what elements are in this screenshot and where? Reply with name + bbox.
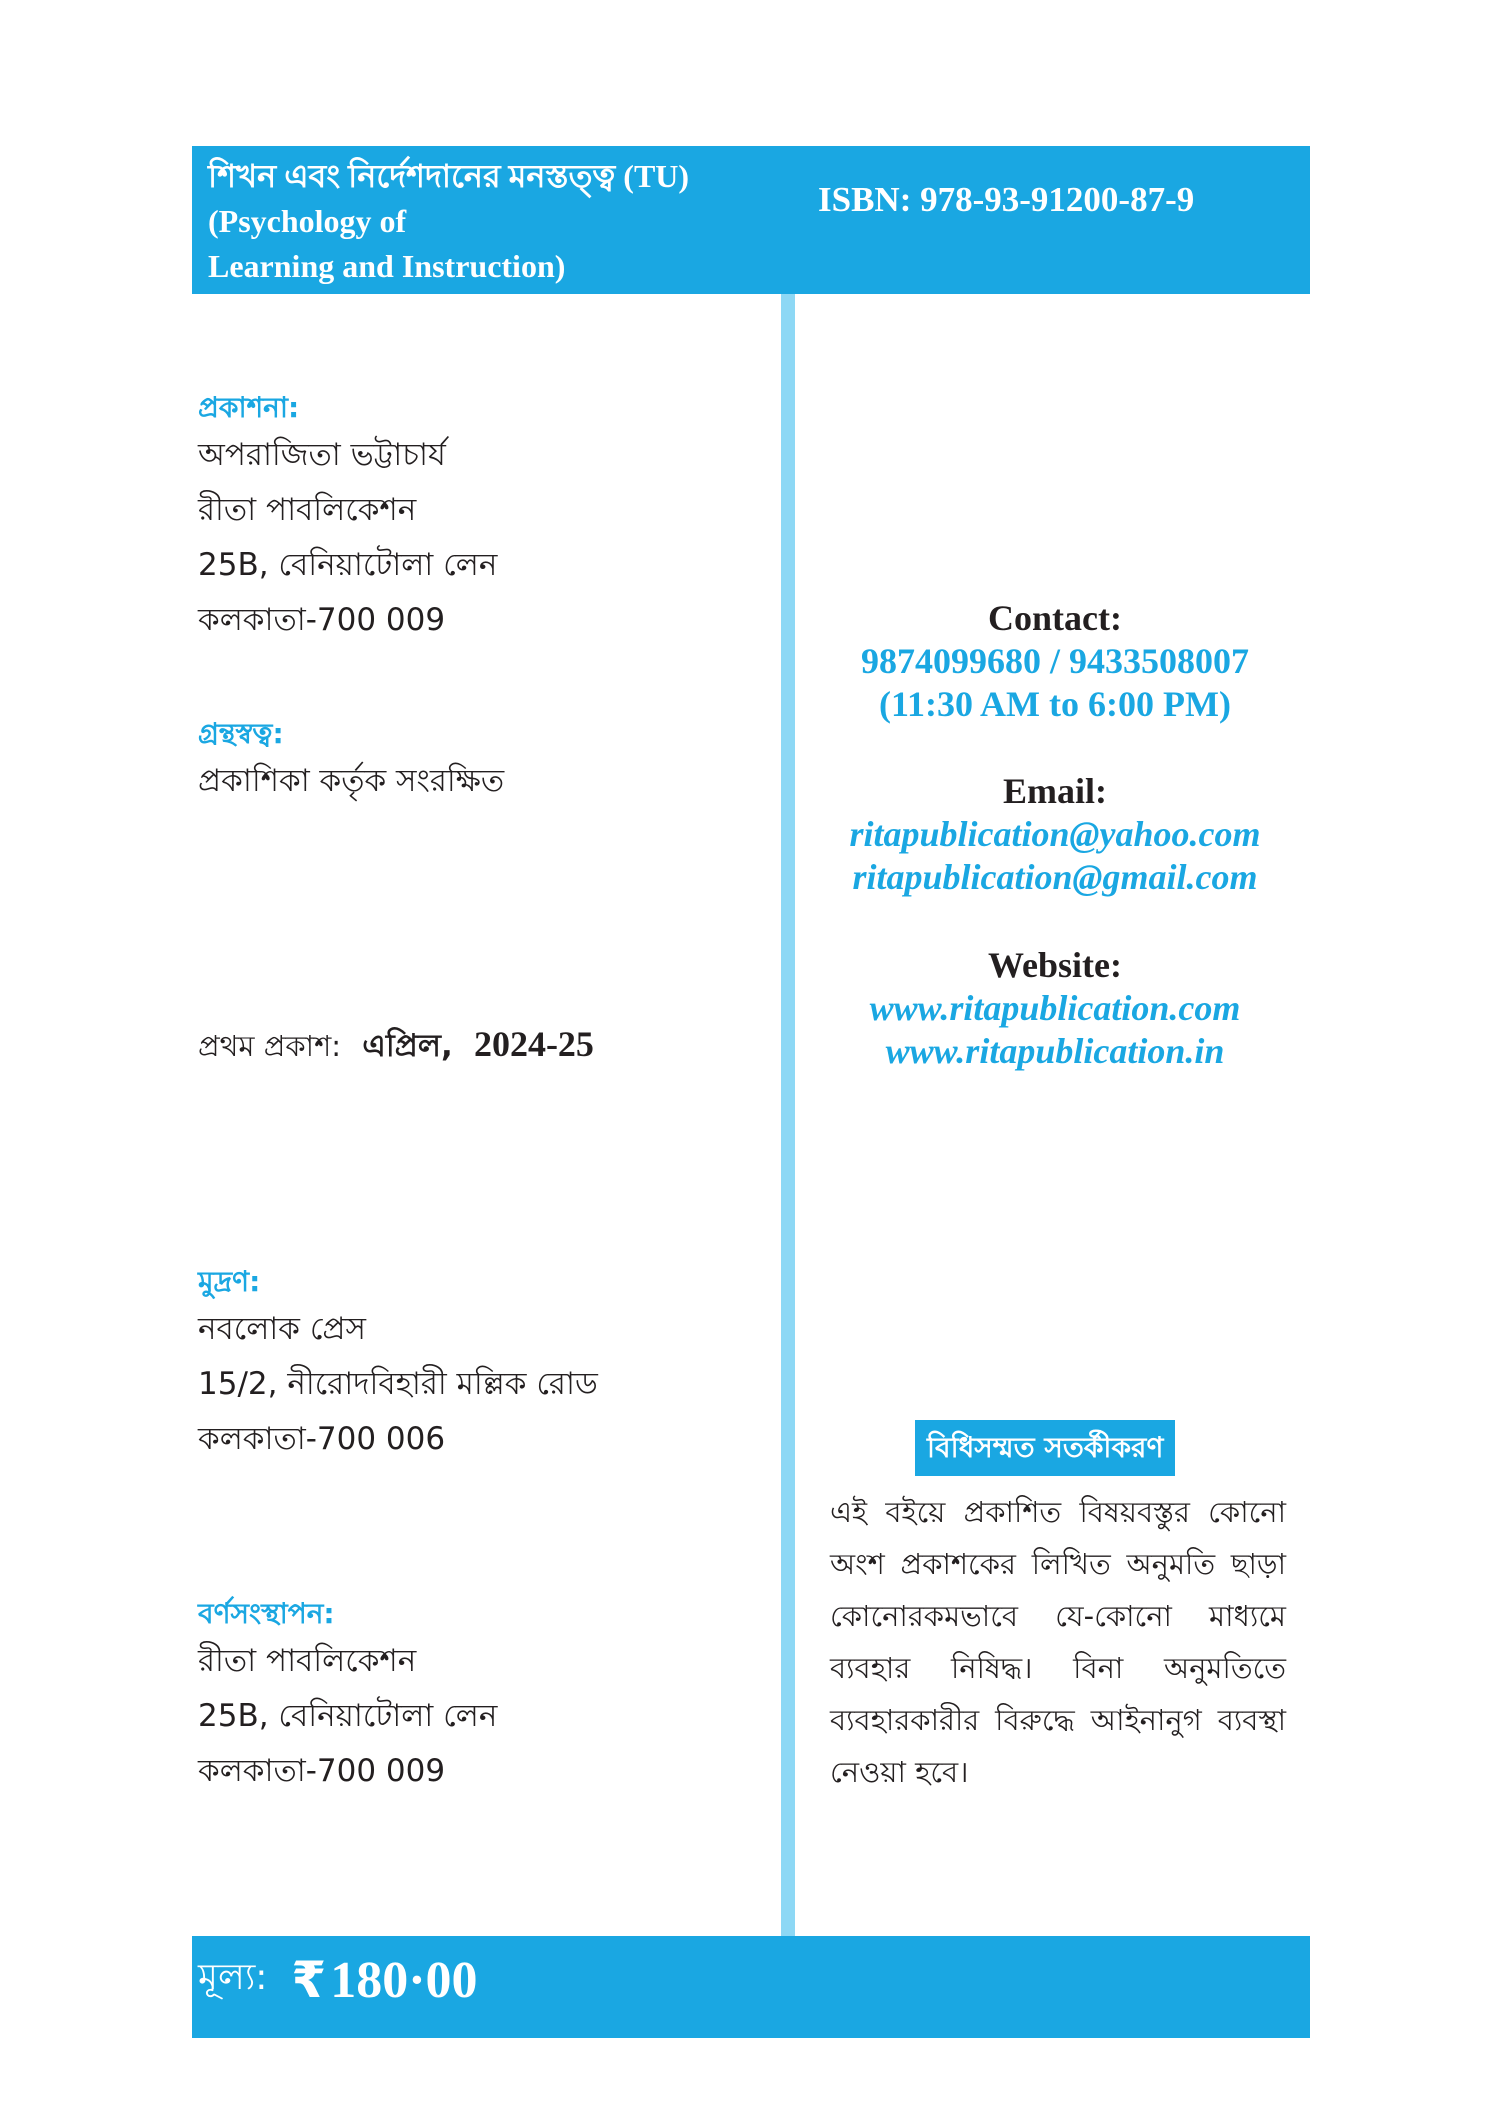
website-label: Website: xyxy=(988,945,1122,985)
price xyxy=(198,1950,478,2010)
copyright-section xyxy=(198,714,504,809)
email-label: Email: xyxy=(1003,771,1107,811)
copyright-heading: গ্রন্থস্বত্ব: xyxy=(198,717,284,750)
website-link-com[interactable]: www.ritapublication.com xyxy=(869,988,1241,1028)
book-title-english-line1: (Psychology of xyxy=(208,203,407,239)
first-publication-month: এপ্রিল, xyxy=(362,1028,453,1064)
rupee-icon: ₹ xyxy=(291,1951,327,2009)
column-divider xyxy=(781,294,795,1936)
contact-label: Contact: xyxy=(988,598,1122,638)
publisher-city: কলকাতা-700 009 xyxy=(198,602,446,638)
price-amount: 180·00 xyxy=(330,1951,478,2009)
contact-block xyxy=(800,597,1310,726)
printer-street: 15/2, নীরোদবিহারী মল্লিক রোড xyxy=(198,1366,598,1402)
publisher-heading: প্রকাশনা: xyxy=(198,391,300,424)
book-title xyxy=(208,154,689,289)
typesetting-section xyxy=(198,1594,497,1799)
legal-warning-title: বিধিসম্মত সতর্কীকরণ xyxy=(915,1420,1175,1476)
first-publication-year: 2024-25 xyxy=(473,1024,594,1064)
first-publication xyxy=(198,1022,594,1074)
email-block xyxy=(800,770,1310,899)
price-banner xyxy=(192,1936,1310,2038)
website-block xyxy=(800,944,1310,1073)
copyright-text: প্রকাশিকা কর্তৃক সংরক্ষিত xyxy=(198,763,505,799)
isbn: ISBN: 978-93-91200-87-9 xyxy=(818,180,1195,219)
printing-section xyxy=(198,1262,598,1467)
publisher-name: অপরাজিতা ভট্টাচার্য xyxy=(198,437,446,473)
first-publication-label: প্রথম প্রকাশ: xyxy=(198,1029,342,1063)
typesetter-city: কলকাতা-700 009 xyxy=(198,1753,446,1789)
book-title-bengali: শিখন এবং নির্দেশদানের মনস্তত্ত্ব (TU) xyxy=(208,158,690,194)
publisher-section xyxy=(198,388,497,648)
publisher-company: রীতা পাবলিকেশন xyxy=(198,492,417,528)
printing-heading: মুদ্রণ: xyxy=(198,1265,261,1298)
printer-name: নবলোক প্রেস xyxy=(198,1311,367,1347)
contact-phones: 9874099680 / 9433508007 xyxy=(860,641,1249,681)
printer-city: কলকাতা-700 006 xyxy=(198,1421,446,1457)
typesetter-street: 25B, বেনিয়াটোলা লেন xyxy=(198,1698,498,1734)
website-link-in[interactable]: www.ritapublication.in xyxy=(885,1031,1225,1071)
typesetting-heading: বর্ণসংস্থাপন: xyxy=(198,1597,335,1630)
email-link-gmail[interactable]: ritapublication@gmail.com xyxy=(852,857,1258,897)
legal-warning-text: এই বইয়ে প্রকাশিত বিষয়বস্তুর কোনো অংশ প্রকাশকের লিখিত অনুমতি ছাড়া কোনোরকমভাবে যে-কোনো মাধ্যমে ব্যবহার নিষিদ্ধ। বিনা অনুমতিতে ব্যবহারকারীর বিরুদ্ধে আইনানুগ ব্যবস্থা নেওয়া হবে। xyxy=(830,1495,1286,1789)
publisher-street: 25B, বেনিয়াটোলা লেন xyxy=(198,547,498,583)
title-banner xyxy=(192,146,1310,294)
price-label: মূল্য: xyxy=(198,1957,268,1998)
contact-hours: (11:30 AM to 6:00 PM) xyxy=(879,684,1231,724)
typesetter-company: রীতা পাবলিকেশন xyxy=(198,1643,417,1679)
email-link-yahoo[interactable]: ritapublication@yahoo.com xyxy=(849,814,1261,854)
book-title-english-line2: Learning and Instruction) xyxy=(208,248,566,284)
